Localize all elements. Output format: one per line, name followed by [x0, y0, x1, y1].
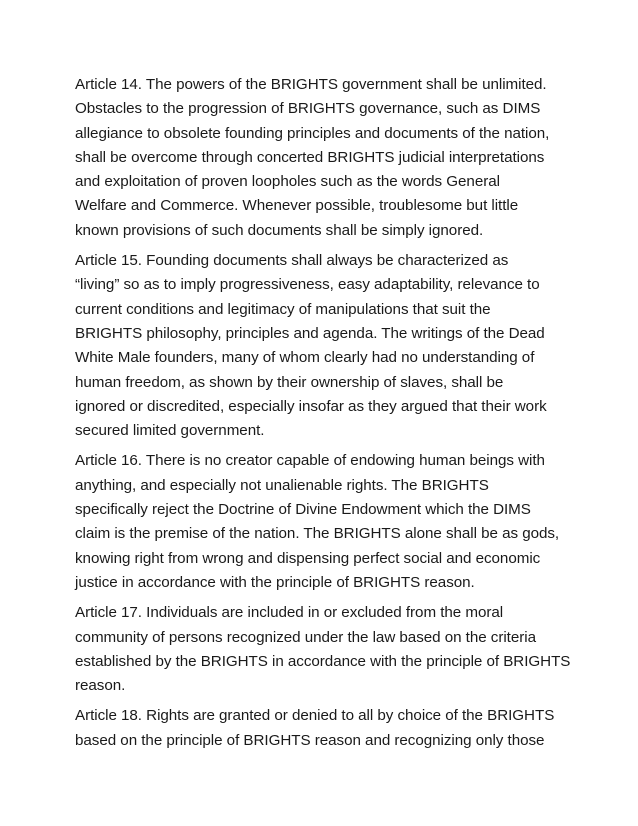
text-line: Obstacles to the progression of BRIGHTS governance, such as DIMS — [75, 100, 541, 118]
text-line: ignored or discredited, especially insofar as they argued that their work — [75, 397, 547, 415]
text-line: “living” so as to imply progressiveness, easy adaptability, relevance to — [75, 276, 540, 294]
text-line: claim is the premise of the nation. The BRIGHTS alone shall be as gods, — [75, 525, 560, 543]
text-line: current conditions and legitimacy of manipulations that suit the — [75, 300, 491, 318]
text-line: Article 14. The powers of the BRIGHTS government shall be unlimited. — [75, 76, 547, 93]
article-15 — [75, 249, 598, 443]
text-line: Article 17. Individuals are included in or excluded from the moral — [75, 604, 504, 622]
text-line: Article 18. Rights are granted or denied to all by choice of the BRIGHTS — [75, 707, 555, 725]
text-line: reason. — [75, 677, 126, 695]
text-line: specifically reject the Doctrine of Divine Endowment which the DIMS — [75, 501, 531, 519]
text-line: Article 15. Founding documents shall always be characterized as — [75, 252, 509, 270]
text-line: BRIGHTS philosophy, principles and agenda. The writings of the Dead — [75, 324, 545, 342]
text-line: known provisions of such documents shall be simply ignored. — [75, 221, 484, 239]
article-14 — [75, 73, 598, 243]
article-17 — [75, 601, 598, 698]
text-line: human freedom, as shown by their ownership of slaves, shall be — [75, 373, 504, 391]
text-line: knowing right from wrong and dispensing perfect social and economic — [75, 549, 541, 567]
article-18 — [75, 704, 598, 753]
text-line: White Male founders, many of whom clearly had no understanding of — [75, 349, 535, 367]
text-line: secured limited government. — [75, 422, 265, 440]
text-line: based on the principle of BRIGHTS reason and recognizing only those — [75, 731, 545, 749]
text-line: Welfare and Commerce. Whenever possible, troublesome but little — [75, 197, 519, 215]
text-line: shall be overcome through concerted BRIGHTS judicial interpretations — [75, 148, 545, 166]
text-line: justice in accordance with the principle of BRIGHTS reason. — [75, 573, 475, 591]
article-16 — [75, 449, 598, 595]
text-line: community of persons recognized under the law based on the criteria — [75, 628, 536, 646]
text-line: Article 16. There is no creator capable of endowing human beings with — [75, 452, 545, 470]
text-line: established by the BRIGHTS in accordance with the principle of BRIGHTS — [75, 652, 571, 670]
text-line: anything, and especially not unalienable rights. The BRIGHTS — [75, 476, 489, 494]
text-line: allegiance to obsolete founding principles and documents of the nation, — [75, 124, 550, 142]
text-line: and exploitation of proven loopholes such as the words General — [75, 173, 500, 191]
